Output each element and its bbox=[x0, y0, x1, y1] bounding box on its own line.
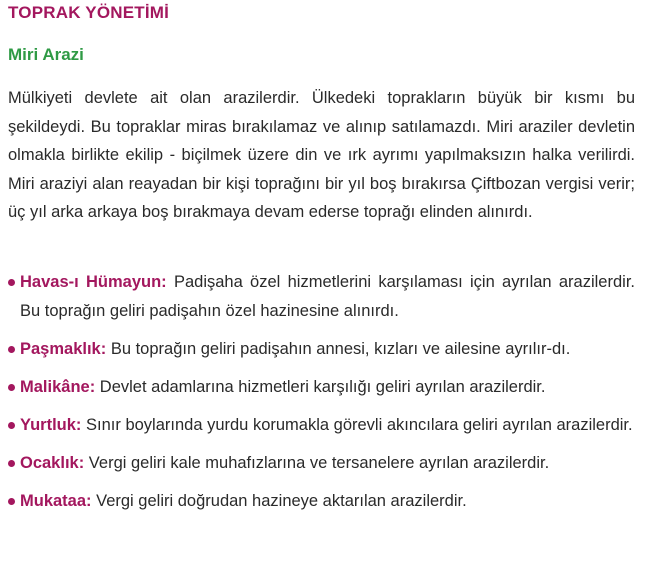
term-description: Bu toprağın geliri padişahın annesi, kızları ve ailesine ayrılır-dı. bbox=[106, 340, 571, 358]
section-title: TOPRAK YÖNETİMİ bbox=[8, 3, 170, 22]
bullet-dot-icon bbox=[8, 422, 15, 429]
list-item-ocaklik bbox=[8, 449, 635, 478]
list-item-havas-i-humayun bbox=[8, 268, 635, 326]
term-label: Paşmaklık: bbox=[20, 340, 107, 358]
list-item-pasmaklik bbox=[8, 335, 635, 364]
term-label: Ocaklık: bbox=[20, 454, 85, 472]
term-description: Devlet adamlarına hizmetleri karşılığı geliri ayrılan arazilerdir. bbox=[95, 378, 546, 396]
bullet-dot-icon bbox=[8, 460, 15, 467]
term-label: Mukataa: bbox=[20, 492, 92, 510]
subsection-title: Miri Arazi bbox=[8, 45, 84, 64]
bullet-dot-icon bbox=[8, 384, 15, 391]
bullet-dot-icon bbox=[8, 279, 15, 286]
list-item-yurtluk bbox=[8, 411, 635, 440]
term-label: Yurtluk: bbox=[20, 416, 82, 434]
bullet-dot-icon bbox=[8, 346, 15, 353]
land-types-list bbox=[8, 268, 635, 516]
term-label: Malikâne: bbox=[20, 378, 96, 396]
term-description: Sınır boylarında yurdu korumakla görevli akıncılara geliri ayrılan arazilerdir. bbox=[81, 416, 633, 434]
list-item-malikane bbox=[8, 373, 635, 402]
term-label: Havas-ı Hümayun: bbox=[20, 273, 167, 291]
term-description: Vergi geliri kale muhafızlarına ve tersanelere ayrılan arazilerdir. bbox=[84, 454, 550, 472]
list-item-mukataa bbox=[8, 487, 635, 516]
bullet-dot-icon bbox=[8, 498, 15, 505]
intro-paragraph: Mülkiyeti devlete ait olan arazilerdir. Ülkedeki toprakların büyük bir kısmı bu şekildeydi. Bu topraklar miras bırakılamaz ve alınıp satılamazdı. Miri araziler devletin olmakla birlikte ekilip - biçilmek üzere din ve ırk ayrımı yapılmaksızın halka verilirdi. Miri araziyi alan reayadan bir kişi toprağını bir yıl boş bırakırsa Çiftbozan vergisi verir; üç yıl arka arkaya boş bırakmaya devam ederse toprağı elinden alınırdı. bbox=[8, 89, 635, 222]
term-description: Vergi geliri doğrudan hazineye aktarılan arazilerdir. bbox=[91, 492, 467, 510]
term-description: Padişaha özel hizmetlerini karşılaması için ayrılan arazilerdir. Bu toprağın geliri padişahın özel hazinesine alınırdı. bbox=[20, 273, 635, 320]
